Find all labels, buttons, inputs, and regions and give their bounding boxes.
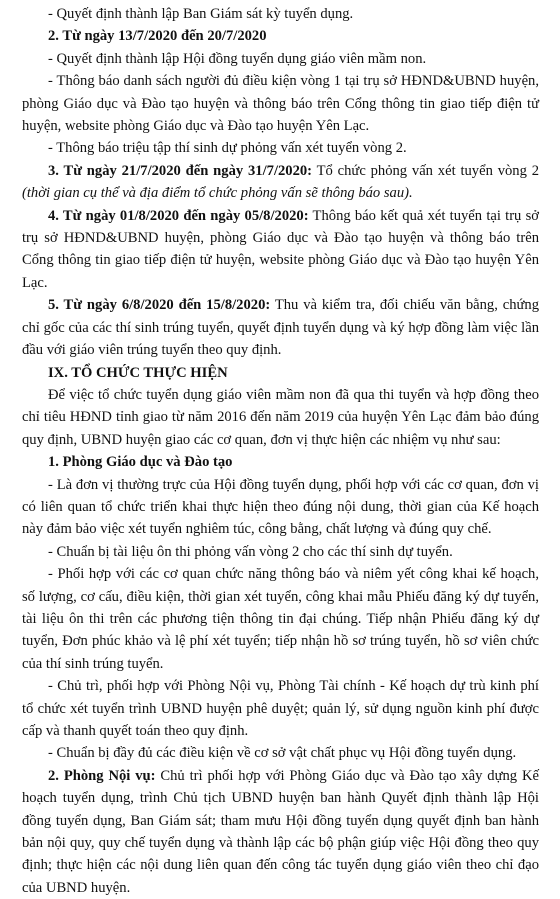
paragraph-4 <box>22 70 539 137</box>
text-run: 2. Phòng Nội vụ: <box>48 767 156 784</box>
paragraph-8 <box>22 294 539 361</box>
text-run: 1. Phòng Giáo dục và Đào tạo <box>48 454 233 471</box>
text-run: Thu và kiểm tra, đối chiếu văn bằng, chứng chỉ gốc của các thí sinh trúng tuyển, quyết định tuyển dụng và ký hợp đồng làm việc lần đầu với giáo viên trúng tuyển theo quy định. <box>22 297 539 359</box>
text-run: - Chuẩn bị tài liệu ôn thi phỏng vấn vòng 2 cho các thí sinh dự tuyển. <box>48 543 453 560</box>
paragraph-12 <box>22 474 539 541</box>
text-run: 3. Từ ngày 21/7/2020 đến ngày 31/7/2020: <box>48 162 313 179</box>
text-run: (thời gian cụ thể và địa điểm tổ chức phỏng vấn sẽ thông báo sau). <box>22 185 413 202</box>
paragraph-16 <box>22 742 539 764</box>
text-run: 4. Từ ngày 01/8/2020 đến ngày 05/8/2020: <box>48 207 309 224</box>
paragraph-1 <box>22 3 539 25</box>
text-run: Thông báo kết quả xét tuyển tại trụ sở trụ sở HĐND&UBND huyện, phòng Giáo dục và Đào tạo huyện và thông báo trên Cổng thông tin giao tiếp điện tử huyện, website phòng Giáo dục và Đào tạo huyện Yên Lạc. <box>22 207 539 291</box>
paragraph-5 <box>22 137 539 159</box>
paragraph-2 <box>22 25 539 47</box>
text-run: IX. TỔ CHỨC THỰC HIỆN <box>48 364 228 381</box>
paragraph-7 <box>22 205 539 295</box>
text-run: Chủ trì phối hợp với Phòng Giáo dục và Đào tạo xây dựng Kế hoạch tuyển dụng, trình Chủ tịch UBND huyện ban hành Quyết định thành lập Hội đồng tuyển dụng, Ban Giám sát; tham mưu Hội đồng tuyển dụng quyết định ban hành bản nội quy, quy chế tuyển dụng và thành lập các bộ phận giúp việc Hội đồng theo quy định; thực hiện các nội dung liên quan đến công tác tuyển dụng giáo viên theo chỉ đạo của UBND huyện. <box>22 767 540 896</box>
text-run: 5. Từ ngày 6/8/2020 đến 15/8/2020: <box>48 297 271 314</box>
text-run: - Thông báo triệu tập thí sinh dự phỏng vấn xét tuyển vòng 2. <box>48 140 407 157</box>
paragraph-10 <box>22 384 539 451</box>
text-run: Để việc tổ chức tuyển dụng giáo viên mầm non đã qua thi tuyển và hợp đồng theo chỉ tiêu HĐND tỉnh giao từ năm 2016 đến năm 2019 của huyện Yên Lạc đảm bảo đúng quy định, UBND huyện giao các cơ quan, đơn vị thực hiện các nhiệm vụ như sau: <box>22 386 539 448</box>
text-run: - Chuẩn bị đầy đủ các điều kiện về cơ sở vật chất phục vụ Hội đồng tuyển dụng. <box>48 745 517 762</box>
text-run: - Thông báo danh sách người đủ điều kiện vòng 1 tại trụ sở HĐND&UBND huyện, phòng Giáo dục và Đào tạo huyện và thông báo trên Cổng thông tin giao tiếp điện tử huyện, website phòng Giáo dục và Đào tạo huyện Yên Lạc. <box>22 73 539 135</box>
text-run: - Chủ trì, phối hợp với Phòng Nội vụ, Phòng Tài chính - Kế hoạch dự trù kinh phí tổ chức xét tuyển trình UBND huyện phê duyệt; quản lý, sử dụng nguồn kinh phí được cấp và thanh quyết toán theo quy định. <box>22 678 539 739</box>
text-run: - Quyết định thành lập Ban Giám sát kỳ tuyển dụng. <box>48 6 354 22</box>
text-run: 2. Từ ngày 13/7/2020 đến 20/7/2020 <box>48 28 267 45</box>
text-run: - Phối hợp với các cơ quan chức năng thông báo và niêm yết công khai kế hoạch, số lượng, cơ cấu, điều kiện, thời gian xét tuyển, công khai mẫu Phiếu đăng ký dự tuyển, tài liệu ôn thi trên các phương tiện thông tin đại chúng. Tiếp nhận Phiếu đăng ký dự tuyển, Đơn phúc khảo và lệ phí xét tuyển; tiếp nhận hồ sơ trúng tuyển, hồ sơ viên chức của thí sinh trúng tuyển. <box>22 566 539 672</box>
paragraph-9 <box>22 362 539 384</box>
paragraph-6 <box>22 160 539 205</box>
paragraph-13 <box>22 541 539 563</box>
paragraph-17 <box>22 765 539 899</box>
paragraph-11 <box>22 451 539 473</box>
text-run: - Là đơn vị thường trực của Hội đồng tuyển dụng, phối hợp với các cơ quan, đơn vị có liên quan tổ chức triển khai thực hiện theo đúng nội dung, thời gian của Kế hoạch này đảm bảo việc xét tuyển nghiêm túc, công bằng, chất lượng và đúng quy chế. <box>22 476 539 538</box>
text-run: Tổ chức phỏng vấn xét tuyển vòng 2 <box>312 162 539 179</box>
paragraph-3 <box>22 48 539 70</box>
paragraph-14 <box>22 563 539 675</box>
text-run: - Quyết định thành lập Hội đồng tuyển dụng giáo viên mầm non. <box>48 50 427 67</box>
paragraph-15 <box>22 675 539 742</box>
